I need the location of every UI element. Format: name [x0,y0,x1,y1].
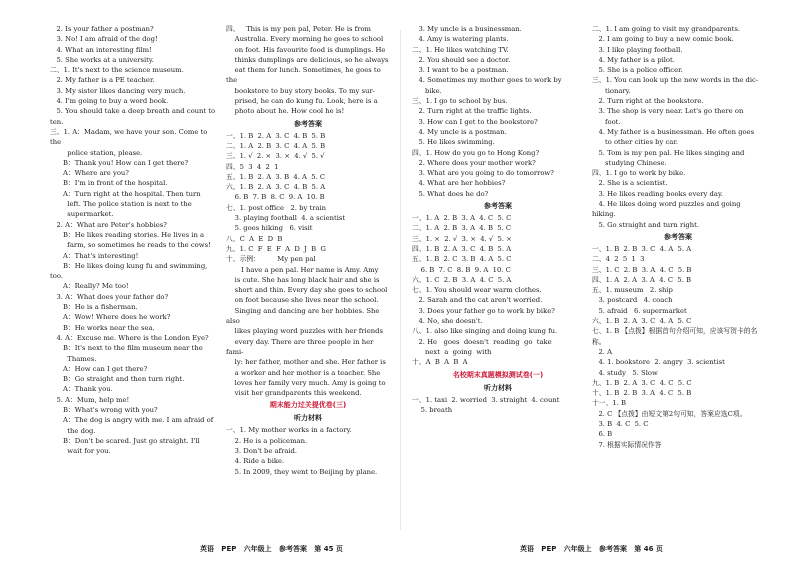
text-line: B：What's wrong with you? [50,405,158,414]
text-line: loves her family very much. Amy is going to [226,378,386,387]
text-line: thinks dumplings are delicious, so he always [226,55,389,64]
text-line: visit her grandparents this weekend. [226,389,362,398]
text-line: 2. A：What are Peter's hobbies? [50,220,167,229]
text-line: 八、1. also like singing and doing kung fu. [412,327,558,336]
text-line: A：That's interesting! [50,251,139,260]
text-line: A：Thank you. [50,385,113,394]
right-page [412,24,764,534]
text-line: 五、1. museum 2. ship [592,286,673,295]
text-line: I have a pen pal. Her name is Amy. Amy [226,265,379,274]
text-line: B：Go straight and then turn right. [50,375,185,384]
text-line: 3. My sister likes dancing very much. [50,86,186,95]
text-line: studying Chinese. [592,158,667,167]
text-line: 一、1. My mother works in a factory. [226,426,352,435]
text-line: bike. [412,86,442,95]
text-line: B：Thank you! How can I get there? [50,158,189,167]
text-line: B：I'm in front of the hospital. [50,179,168,188]
text-line: 十一、1. B [592,399,627,408]
text-line: 2. Sarah and the cat aren't worried. [412,296,543,305]
text-line: B：He likes doing kung fu and swimming, too. [50,261,210,281]
text-line: Australia. Every morning he goes to school [226,35,384,44]
text-line: B：He likes reading stories. He lives in a [50,230,205,239]
text-line: 5. Go straight and turn right. [592,220,700,229]
text-line: supermarket. [50,210,114,219]
text-line: 2. Turn right at the bookstore. [592,97,704,106]
text-line: A：Really? Me too! [50,282,129,291]
text-line: 3. He likes reading books every day. [592,189,724,198]
text-line: 三、1. × 2. √ 3. × 4. √ 5. × [412,234,512,243]
text-line: 5. Tom is my pen pal. He likes singing and [592,148,745,157]
section-heading: 名校期末真题模拟测试卷(一) [452,370,544,379]
text-line: 3. The shop is very near. Let's go there on [592,107,744,116]
text-line: 四、 This is my pen pal, Peter. He is from [226,25,371,33]
text-line: 三、1. C 2. B 3. A 4. C 5. B [592,265,692,274]
text-line: A：How can I get there? [50,364,148,373]
text-line: 一、1. A 2. B 3. A 4. C 5. C [412,214,512,223]
text-line: 3. How can I get to the bookstore? [412,117,538,126]
text-line: 4. No, she doesn't. [412,317,483,326]
text-line: 4. What are her hobbies? [412,179,506,188]
text-line: A：The dog is angry with me. I am afraid of [50,416,214,425]
text-line: 2. He goes doesn't reading go take [412,337,552,346]
text-line: 二、1. I am going to visit my grandparents. [592,25,741,33]
left-page [50,24,390,534]
text-line: B：He is a fisherman. [50,303,138,312]
text-line: Thames. [50,354,97,363]
text-line: B：He works near the sea. [50,323,155,332]
text-line: 6. B 7. B 8. C 9. A 10. B [226,193,325,202]
text-line: 4. Sometimes my mother goes to work by [412,76,562,85]
text-line: 六、1. B 2. A 3. C 4. A 5. C [592,317,692,326]
text-line: 4. My uncle is a postman. [412,127,507,136]
text-line: 6. B 7. C 8. B 9. A 10. C [412,265,511,274]
right-page-column-2 [592,24,764,534]
text-line: Singing and dancing are her hobbies. She also [226,306,382,326]
text-line: B：Don't be scared. Just go straight. I'll [50,436,200,445]
text-line: 四、5 3 4 2 1 [226,162,279,171]
text-line: 五、1. B 2. C 3. B 4. A 5. C [412,255,512,264]
text-line: 二、1. It's next to the science museum. [50,66,184,75]
text-line: 5. What does he do? [412,189,489,198]
text-line: photo about he. How cool he is! [226,107,345,116]
text-line: 5. He likes swimming. [412,138,495,147]
text-line: every day. There are three people in her fami- [226,337,376,356]
text-line: 三、1. You can look up the new words in the dic- [592,76,759,85]
text-line: 2. You should see a doctor. [412,55,511,64]
text-line: 4. 1. bookstore 2. angry 3. scientist [592,358,725,367]
section-heading: 参考答案 [294,119,322,128]
text-line: 4. What an interesting film! [50,45,152,54]
text-line: bookstore to buy story books. To my sur- [226,86,375,95]
text-line: 4. He likes doing word puzzles and going hiking. [592,200,743,219]
text-line: 4. My father is a pilot. [592,55,675,64]
text-line: left. The police station is next to the [50,200,192,209]
text-line: to other cities by car. [592,138,679,147]
text-line: a worker and her mother is a teacher. She [226,368,381,377]
text-line: 七、1. You should wear warm clothes. [412,286,542,295]
text-line: A：Wow! Where does he work? [50,313,171,322]
text-line: 5. She works at a university. [50,55,154,64]
section-heading: 参考答案 [484,202,512,211]
section-heading: 期末能力过关提优卷(三) [269,401,347,410]
text-line: B：It's next to the film museum near the [50,344,203,353]
text-line: 2. I am going to buy a new comic book. [592,35,734,44]
left-page-column-1 [50,24,218,534]
text-line: A：Turn right at the hospital. Then turn [50,189,201,198]
text-line: 3. No! I am afraid of the dog! [50,35,158,44]
text-line: 四、1. A 2. A 3. A 4. C 5. B [592,275,692,284]
text-line: 4. My father is a businessman. He often goes [592,127,755,136]
page-footer-right: 英语 PEP 六年级上 参考答案 第 46 页 [520,545,663,553]
text-line: 4. study 5. Slow [592,368,658,377]
text-line: 三、1. √ 2. × 3. × 4. √ 5. √ [226,152,325,161]
text-line: 3. I want to be a postman. [412,66,509,75]
text-line: 3. postcard 4. coach [592,296,673,305]
text-line: 十、A B A B A [412,358,468,367]
text-line: 4. I'm going to buy a word book. [50,97,169,106]
text-line: 五、1. B 2. A 3. B 4. A 5. C [226,172,326,181]
text-line: ly: her father, mother and she. Her father is [226,358,386,367]
text-line: 八、C A E D B [226,234,283,243]
text-line: eat them for lunch. Sometimes, he goes to the [226,66,383,85]
text-line: 5. She is a police officer. [592,66,683,75]
text-line: 5. In 2009, they went to Beijing by plane. [226,467,378,476]
text-line: foot. [592,117,621,126]
text-line: A：Where are you? [50,169,129,178]
text-line: the dog. [50,426,96,435]
text-line: 三、1. A：Madam, we have your son. Come to the [50,127,210,147]
text-line: 三、1. I go to school by bus. [412,97,508,106]
text-line: wait for you. [50,447,111,456]
text-line: is cute. She has long black hair and she is [226,275,380,284]
page-divider [400,30,401,530]
text-line: 4. Amy is watering plants. [412,35,509,44]
text-line: 3. I like playing football. [592,45,683,54]
text-line: 5. breath [412,405,453,414]
text-line: 二、4 2 5 1 3 [592,255,645,264]
text-line: 3. B 4. C 5. C [592,419,649,428]
text-line: 十、示例： My pen pal [226,255,316,264]
text-line: 3. My uncle is a businessman. [412,25,522,33]
text-line: 二、1. He likes watching TV. [412,45,509,54]
text-line: 2. A [592,347,613,356]
text-line: 3. playing football 4. a scientist [226,214,346,223]
text-line: 5. goes hiking 6. visit [226,224,313,233]
left-page-column-2 [226,24,390,534]
text-line: 四、1. B 2. A 3. C 4. B 5. A [412,244,512,253]
text-line: prised, he can do kung fu. Look, here is a [226,97,378,106]
page-footer-left: 英语 PEP 六年级上 参考答案 第 45 页 [200,545,343,553]
text-line: 3. A：What does your father do? [50,292,169,301]
text-line: 2. C 【点拨】由短文第2句可知，答案应选C项。 [592,409,747,418]
text-line: on foot because she lives near the school. [226,296,379,305]
section-heading: 参考答案 [664,232,692,241]
section-heading: 听力材料 [294,414,322,423]
text-line: on foot. His favourite food is dumplings. He [226,45,386,54]
text-line: 2. Is your father a postman? [50,25,154,33]
text-line: likes playing word puzzles with her friends [226,327,383,336]
text-line: 2. Where does your mother work? [412,158,536,167]
text-line: 5. afraid 6. supermarket [592,306,687,315]
text-line: 4. A：Excuse me. Where is the London Eye? [50,333,209,342]
right-page-column-1 [412,24,584,534]
text-line: 4. Ride a bike. [226,457,285,466]
text-line: 2. She is a scientist. [592,179,668,188]
text-line: 2. He is a policeman. [226,436,308,445]
text-line: 六、1. C 2. B 3. A 4. C 5. A [412,275,512,284]
text-line: 6. B [592,430,613,439]
text-line: farm, so sometimes he reads to the cows! [50,241,211,250]
text-line: next a going with [412,347,492,356]
text-line: 六、1. B 2. A 3. C 4. B 5. A [226,183,326,192]
text-line: 二、1. A 2. B 3. A 4. B 5. C [412,224,512,233]
text-line: 3. Does your father go to work by bike? [412,306,555,315]
section-heading: 听力材料 [484,383,512,392]
text-line: 3. Don't be afraid. [226,446,298,455]
text-line: 一、1. B 2. B 3. C 4. A 5. A [592,244,692,253]
text-line: short and thin. Every day she goes to school [226,286,388,295]
text-line: 7. 根据实际情况作答 [592,440,662,449]
text-line: 5. A：Mum, help me! [50,395,130,404]
text-line: 十、1. B 2. B 3. A 4. C 5. B [592,389,692,398]
text-line: 2. Turn right at the traffic lights. [412,107,532,116]
text-line: 四、1. I go to work by bike. [592,169,686,178]
text-line: 一、1. taxi 2. worried 3. straight 4. count [412,395,560,404]
text-line: 一、1. B 2. A 3. C 4. B 5. B [226,131,326,140]
text-line: 二、1. A 2. B 3. C 4. A 5. B [226,141,326,150]
text-line: 九、1. C F E F A D J B G [226,244,326,253]
text-line: tionary. [592,86,631,95]
text-line: 2. My father is a PE teacher. [50,76,155,85]
text-line: police station, please. [50,148,143,157]
text-line: 3. What are you going to do tomorrow? [412,169,554,178]
text-line: 九、1. B 2. A 3. C 4. C 5. C [592,378,692,387]
text-line: 七、1. post office 2. by train [226,203,327,212]
text-line: 5. You should take a deep breath and count to ten. [50,107,218,126]
text-line: 四、1. How do you go to Hong Kong? [412,148,540,157]
text-line: 七、1. B 【点拨】根据首句介绍可知，应该写贺卡的名称。 [592,327,758,346]
